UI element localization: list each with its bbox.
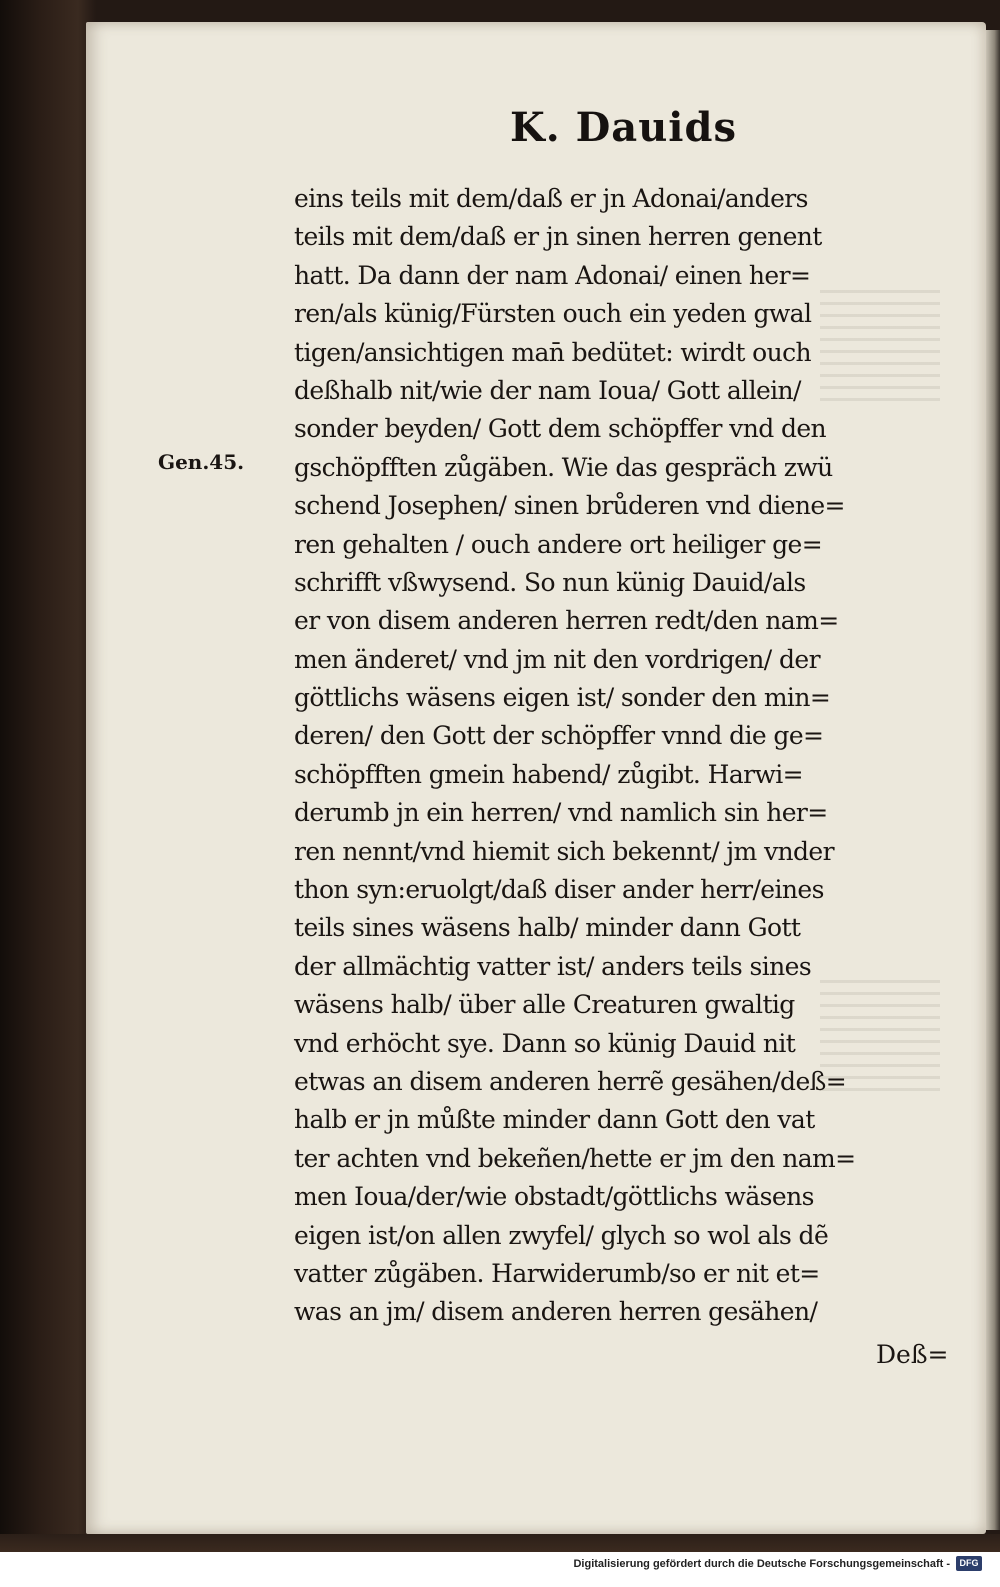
text-line: teils sines wäsens halb/ minder dann Gott: [294, 913, 801, 943]
dfg-logo: DFG: [956, 1556, 982, 1571]
text-line: tigen/ansichtigen man̄ bedütet: wirdt ouch: [294, 337, 812, 367]
text-line: halb er jn můßte minder dann Gott den vat: [294, 1105, 815, 1135]
margin-note: Gen.45.: [158, 450, 245, 474]
text-line: vnd erhöcht sye. Dann so künig Dauid nit: [294, 1028, 796, 1058]
text-line: ren gehalten / ouch andere ort heiliger ge=: [294, 529, 823, 559]
text-line: göttlichs wäsens eigen ist/ sonder den min=: [294, 683, 831, 713]
body-text: [294, 180, 944, 1332]
text-line: thon syn:eruolgt/daß diser ander herr/eines: [294, 875, 824, 905]
text-line: ter achten vnd bekeñen/hette er jm den nam=: [294, 1143, 856, 1173]
text-line: eins teils mit dem/daß er jn Adonai/anders: [294, 184, 808, 213]
text-line: ren nennt/vnd hiemit sich bekennt/ jm vnder: [294, 836, 834, 866]
text-line: schöpfften gmein habend/ zůgibt. Harwi=: [294, 759, 804, 789]
funding-note: Digitalisierung gefördert durch die Deutsche Forschungsgemeinschaft -: [573, 1558, 950, 1570]
text-line: gschöpfften zůgäben. Wie das gespräch zwü: [294, 452, 833, 482]
text-line: teils mit dem/daß er jn sinen herren genent: [294, 222, 822, 252]
text-line: deßhalb nit/wie der nam Ioua/ Gott allein/: [294, 375, 801, 405]
running-head: K. Dauids: [510, 104, 737, 151]
text-line: etwas an disem anderen herrẽ gesähen/deß=: [294, 1066, 847, 1096]
page-edge: [986, 30, 1000, 1530]
text-line: schend Josephen/ sinen brůderen vnd diene=: [294, 491, 845, 521]
text-line: schrifft vßwysend. So nun künig Dauid/als: [294, 567, 806, 597]
text-line: sonder beyden/ Gott dem schöpffer vnd den: [294, 414, 827, 444]
text-line: deren/ den Gott der schöpffer vnnd die ge=: [294, 721, 824, 751]
text-line: wäsens halb/ über alle Creaturen gwaltig: [294, 990, 795, 1020]
binding-band: [0, 1534, 1000, 1552]
catchword: Deß=: [876, 1340, 949, 1369]
text-line: men Ioua/der/wie obstadt/göttlichs wäsens: [294, 1182, 814, 1212]
text-line: hatt. Da dann der nam Adonai/ einen her=: [294, 260, 811, 290]
text-line: er von disem anderen herren redt/den nam=: [294, 606, 839, 636]
text-line: men änderet/ vnd jm nit den vordrigen/ der: [294, 644, 820, 674]
text-line: eigen ist/on allen zwyfel/ glych so wol als dẽ: [294, 1220, 829, 1250]
text-line: ren/als künig/Fürsten ouch ein yeden gwal: [294, 299, 812, 329]
text-line: was an jm/ disem anderen herren gesähen/: [294, 1297, 818, 1327]
text-line: derumb jn ein herren/ vnd namlich sin her=: [294, 798, 828, 828]
text-line: vatter zůgäben. Harwiderumb/so er nit et=: [294, 1258, 820, 1288]
text-line: der allmächtig vatter ist/ anders teils sines: [294, 951, 812, 981]
